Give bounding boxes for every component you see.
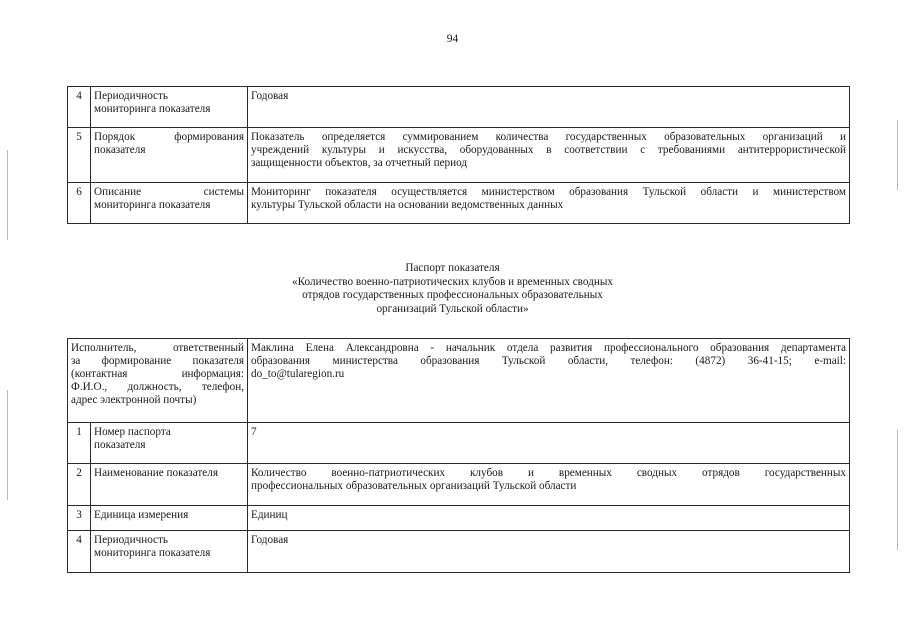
row-value-line: профессиональных образовательных организаций Тульской области xyxy=(251,480,577,492)
row-number: 5 xyxy=(68,128,91,183)
row-value-line: Показатель определяется суммированием количества государственных образовательных организаций и xyxy=(251,131,846,143)
table-row xyxy=(68,531,850,573)
row-label-line: мониторинга показателя xyxy=(94,199,211,211)
row-value-line: Единиц xyxy=(251,509,288,521)
scan-mark xyxy=(897,430,898,550)
table-row xyxy=(68,423,850,464)
row-value xyxy=(248,531,850,573)
row-label-line: Периодичность xyxy=(94,90,169,102)
passport-heading xyxy=(0,262,905,316)
row-label-line: мониторинга показателя xyxy=(94,547,211,559)
executor-label xyxy=(68,339,248,423)
row-label xyxy=(91,506,248,531)
page-number: 94 xyxy=(446,33,459,45)
row-label-line: Периодичность xyxy=(94,534,169,546)
passport-heading-line: «Количество военно-патриотических клубов и временных сводных xyxy=(292,275,613,288)
row-value-line: защищенности объектов, за отчетный период xyxy=(251,157,468,169)
table-row xyxy=(68,87,850,128)
row-label-line: Номер паспорта xyxy=(94,426,171,438)
row-label xyxy=(91,423,248,464)
passport-table xyxy=(67,338,850,573)
row-value-line: 7 xyxy=(251,426,257,438)
scan-mark xyxy=(7,150,8,240)
scan-mark xyxy=(897,120,898,190)
row-value-line: Годовая xyxy=(251,534,289,546)
table-row xyxy=(68,464,850,506)
row-label xyxy=(91,531,248,573)
executor-value xyxy=(248,339,850,423)
table-row xyxy=(68,506,850,531)
row-label xyxy=(91,183,248,224)
indicator-table-continued xyxy=(67,86,850,224)
row-label-line: показателя xyxy=(94,439,146,451)
row-value xyxy=(248,87,850,128)
row-number: 4 xyxy=(68,531,91,573)
executor-label-line: (контактная информация: xyxy=(71,368,245,380)
row-value xyxy=(248,183,850,224)
passport-heading-line: отрядов государственных профессиональных образовательных xyxy=(302,289,603,301)
row-label xyxy=(91,464,248,506)
row-number: 6 xyxy=(68,183,91,224)
row-value-line: Количество военно-патриотических клубов и временных сводных отрядов государственных xyxy=(251,467,847,479)
passport-heading-line: организаций Тульской области» xyxy=(376,302,529,315)
row-label-line: показателя xyxy=(94,144,146,156)
executor-label-line: Ф.И.О., должность, телефон, xyxy=(71,381,245,393)
passport-heading-line: Паспорт показателя xyxy=(405,262,500,274)
row-label xyxy=(91,128,248,183)
row-value xyxy=(248,423,850,464)
row-value xyxy=(248,464,850,506)
row-label-line: Единица измерения xyxy=(94,509,189,521)
row-value-line: культуры Тульской области на основании ведомственных данных xyxy=(251,199,564,211)
table-row xyxy=(68,128,850,183)
row-number: 2 xyxy=(68,464,91,506)
row-value-line: Мониторинг показателя осуществляется министерством образования Тульской области и министерством xyxy=(251,186,846,198)
executor-value-line: образования министерства образования Тульской области, телефон: (4872) 36-41-15; e-mail: xyxy=(251,355,847,367)
row-value-line: учреждений культуры и искусства, оборудованных в соответствии с требованиями антитеррористической xyxy=(251,144,846,156)
table-row xyxy=(68,339,850,423)
row-number: 4 xyxy=(68,87,91,128)
row-value-line: Годовая xyxy=(251,90,289,102)
row-label-line: Описание системы xyxy=(94,186,244,198)
row-label-line: Наименование показателя xyxy=(94,467,218,479)
executor-label-line: адрес электронной почты) xyxy=(71,394,197,406)
executor-label-line: Исполнитель, ответственный xyxy=(71,342,245,354)
row-value xyxy=(248,128,850,183)
row-label-line: Порядок формирования xyxy=(94,131,244,143)
table-row xyxy=(68,183,850,224)
row-number: 1 xyxy=(68,423,91,464)
executor-label-line: за формирование показателя xyxy=(71,355,245,367)
executor-value-line: Маклина Елена Александровна - начальник отдела развития профессионального образования департамента xyxy=(251,342,847,354)
executor-value-line: do_to@tularegion.ru xyxy=(251,368,345,380)
row-number: 3 xyxy=(68,506,91,531)
row-label-line: мониторинга показателя xyxy=(94,103,211,115)
scan-mark xyxy=(7,390,8,500)
row-label xyxy=(91,87,248,128)
row-value xyxy=(248,506,850,531)
